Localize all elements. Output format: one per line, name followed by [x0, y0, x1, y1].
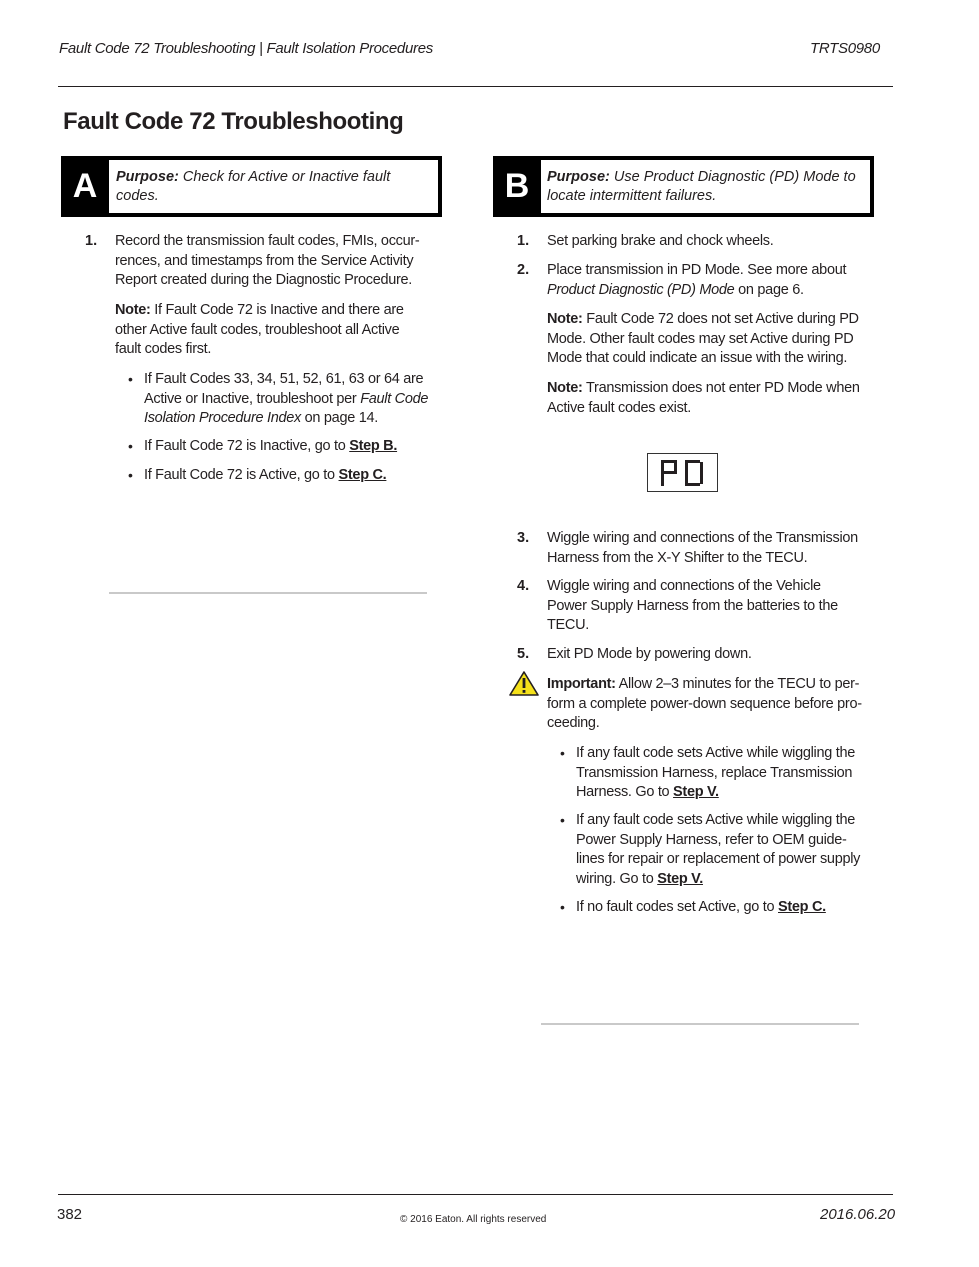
- step-b-important-label: Important:: [547, 676, 616, 692]
- header-divider: [58, 86, 893, 87]
- step-b-link[interactable]: Step B.: [349, 438, 398, 454]
- page-title: Fault Code 72 Troubleshooting: [63, 108, 404, 135]
- step-c-link[interactable]: Step C.: [338, 467, 387, 483]
- step-b-letter: B: [493, 156, 541, 217]
- step-b-item-5-text: Exit PD Mode by powering down.: [547, 646, 752, 662]
- step-v-link[interactable]: Step V.: [673, 784, 719, 800]
- step-b-note-2: Note: Transmission does not enter PD Mode when Active fault codes exist.: [547, 380, 860, 416]
- step-a-bullet-1: If Fault Codes 33, 34, 51, 52, 61, 63 or 64 are Active or Inactive, troubleshoot per Fault Code Isolation Procedure Index on page 14.: [144, 371, 429, 426]
- pd-display-glyphs: [660, 459, 706, 487]
- warning-triangle-icon: [509, 671, 539, 696]
- step-b-item-5-number: 5.: [517, 646, 530, 662]
- step-b-item-2-text: Place transmission in PD Mode. See more about Product Diagnostic (PD) Mode on page 6.: [547, 262, 847, 298]
- step-c-link[interactable]: Step C.: [778, 899, 826, 915]
- step-b-item-4-number: 4.: [517, 578, 530, 594]
- step-b-item-4-text: Wiggle wiring and connections of the Vehicle Power Supply Harness from the batteries to the TECU.: [547, 578, 838, 633]
- step-b-bullet-1: If any fault code sets Active while wiggling the Transmission Harness, replace Transmission Harness. Go to Step V.: [576, 745, 855, 800]
- bullet-icon: •: [128, 438, 133, 454]
- publication-date: 2016.06.20: [820, 1206, 896, 1223]
- step-a-bullet-3: If Fault Code 72 is Active, go to Step C.: [144, 467, 387, 483]
- step-a-item-1-number: 1.: [85, 233, 98, 249]
- step-a-box: [61, 156, 442, 217]
- step-b-box: [493, 156, 874, 217]
- step-b-item-2-number: 2.: [517, 262, 530, 278]
- step-b-purpose-label: Purpose:: [547, 169, 610, 185]
- step-a-note-label: Note:: [115, 302, 151, 318]
- header-doc-number: TRTS0980: [810, 40, 880, 57]
- step-a-purpose-text: Check for Active or Inactive fault codes.: [116, 169, 391, 204]
- step-b-bullet-2: If any fault code sets Active while wiggling the Power Supply Harness, refer to OEM guide- lines for repair or replacement of power supply wiring. Go to Step V.: [576, 812, 861, 887]
- step-b-item-3-text: Wiggle wiring and connections of the Transmission Harness from the X-Y Shifter to the TECU.: [547, 530, 858, 566]
- pd-mode-display: [647, 453, 718, 492]
- step-b-note-1-label: Note:: [547, 311, 583, 327]
- bullet-icon: •: [128, 467, 133, 483]
- header-section-title: Fault Code 72 Troubleshooting | Fault Isolation Procedures: [59, 40, 433, 57]
- step-b-bullet-3: If no fault codes set Active, go to Step C.: [576, 899, 826, 915]
- bullet-icon: •: [560, 899, 565, 915]
- step-a-end-rule: [109, 592, 427, 594]
- step-b-note-1: Note: Fault Code 72 does not set Active during PD Mode. Other fault codes may set Active during PD Mode that could indicate an issue with the wiring.: [547, 311, 859, 366]
- step-a-note: Note: If Fault Code 72 is Inactive and there are other Active fault codes, troubleshoot all Active fault codes first.: [115, 302, 404, 357]
- step-v-link[interactable]: Step V.: [657, 870, 703, 887]
- bullet-icon: •: [560, 812, 565, 828]
- footer-divider: [58, 1194, 893, 1195]
- step-a-bullet-2: If Fault Code 72 is Inactive, go to Step B.: [144, 438, 398, 454]
- step-a-item-1-text: Record the transmission fault codes, FMIs, occur- rences, and timestamps from the Service Activity Report created during the Diagnostic Procedure.: [115, 233, 420, 288]
- step-b-purpose: Purpose: Use Product Diagnostic (PD) Mode to locate intermittent failures.: [547, 169, 856, 204]
- step-b-item-1-text: Set parking brake and chock wheels.: [547, 233, 774, 249]
- copyright: © 2016 Eaton. All rights reserved: [400, 1214, 547, 1225]
- step-b-item-1-number: 1.: [517, 233, 530, 249]
- step-b-item-3-number: 3.: [517, 530, 530, 546]
- step-b-important: Important: Allow 2–3 minutes for the TECU to per- form a complete power-down sequence before pro- ceeding.: [547, 676, 862, 731]
- step-b-note-2-label: Note:: [547, 380, 583, 396]
- bullet-icon: •: [128, 371, 133, 387]
- page-number: 382: [57, 1206, 83, 1223]
- step-a-purpose-label: Purpose:: [116, 169, 179, 185]
- step-a-letter: A: [61, 156, 109, 217]
- bullet-icon: •: [560, 745, 565, 761]
- step-b-end-rule: [541, 1023, 859, 1025]
- step-a-purpose: [116, 168, 436, 206]
